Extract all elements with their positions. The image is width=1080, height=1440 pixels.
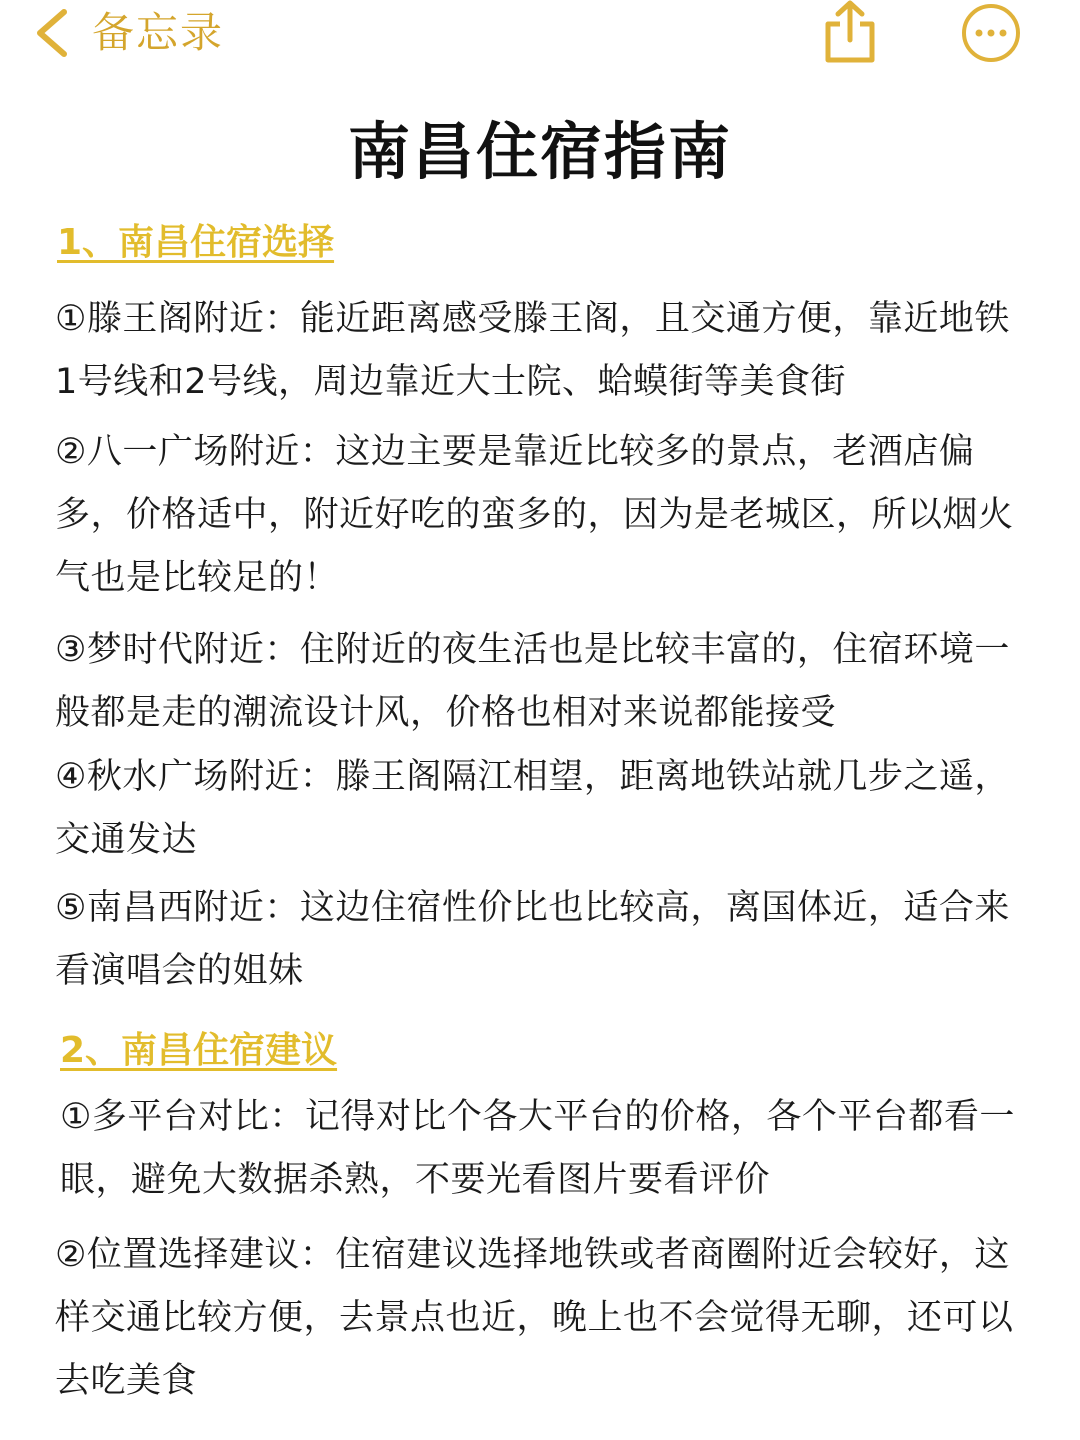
list-item: ⑤南昌西附近：这边住宿性价比也比较高，离国体近，适合来看演唱会的姐妹	[55, 888, 1010, 991]
list-item: ①滕王阁附近：能近距离感受滕王阁，且交通方便，靠近地铁1号线和2号线，周边靠近大士院、蛤蟆街等美食街	[55, 299, 1010, 402]
list-item: ③梦时代附近：住附近的夜生活也是比较丰富的，住宿环境一般都是走的潮流设计风，价格也相对来说都能接受	[55, 630, 1010, 733]
list-item: ④秋水广场附近：滕王阁隔江相望，距离地铁站就几步之遥，交通发达	[55, 757, 1010, 860]
section-heading-1: 1、南昌住宿选择	[57, 222, 335, 263]
share-icon[interactable]	[820, 0, 880, 64]
list-item: ①多平台对比：记得对比个各大平台的价格，各个平台都看一眼，避免大数据杀熟，不要光看图片要看评价	[60, 1097, 1015, 1200]
nav-bar	[0, 0, 1080, 70]
note-title: 南昌住宿指南	[347, 115, 732, 188]
more-icon[interactable]	[960, 2, 1022, 64]
back-button-label[interactable]: 备忘录	[92, 8, 225, 57]
list-item: ②位置选择建议：住宿建议选择地铁或者商圈附近会较好，这样交通比较方便，去景点也近，晚上也不会觉得无聊，还可以去吃美食	[55, 1235, 1014, 1401]
chevron-left-icon[interactable]	[30, 8, 74, 58]
list-item: ②八一广场附近：这边主要是靠近比较多的景点，老酒店偏多，价格适中，附近好吃的蛮多的，因为是老城区，所以烟火气也是比较足的！	[55, 432, 1014, 598]
section-heading-2: 2、南昌住宿建议	[60, 1030, 338, 1071]
